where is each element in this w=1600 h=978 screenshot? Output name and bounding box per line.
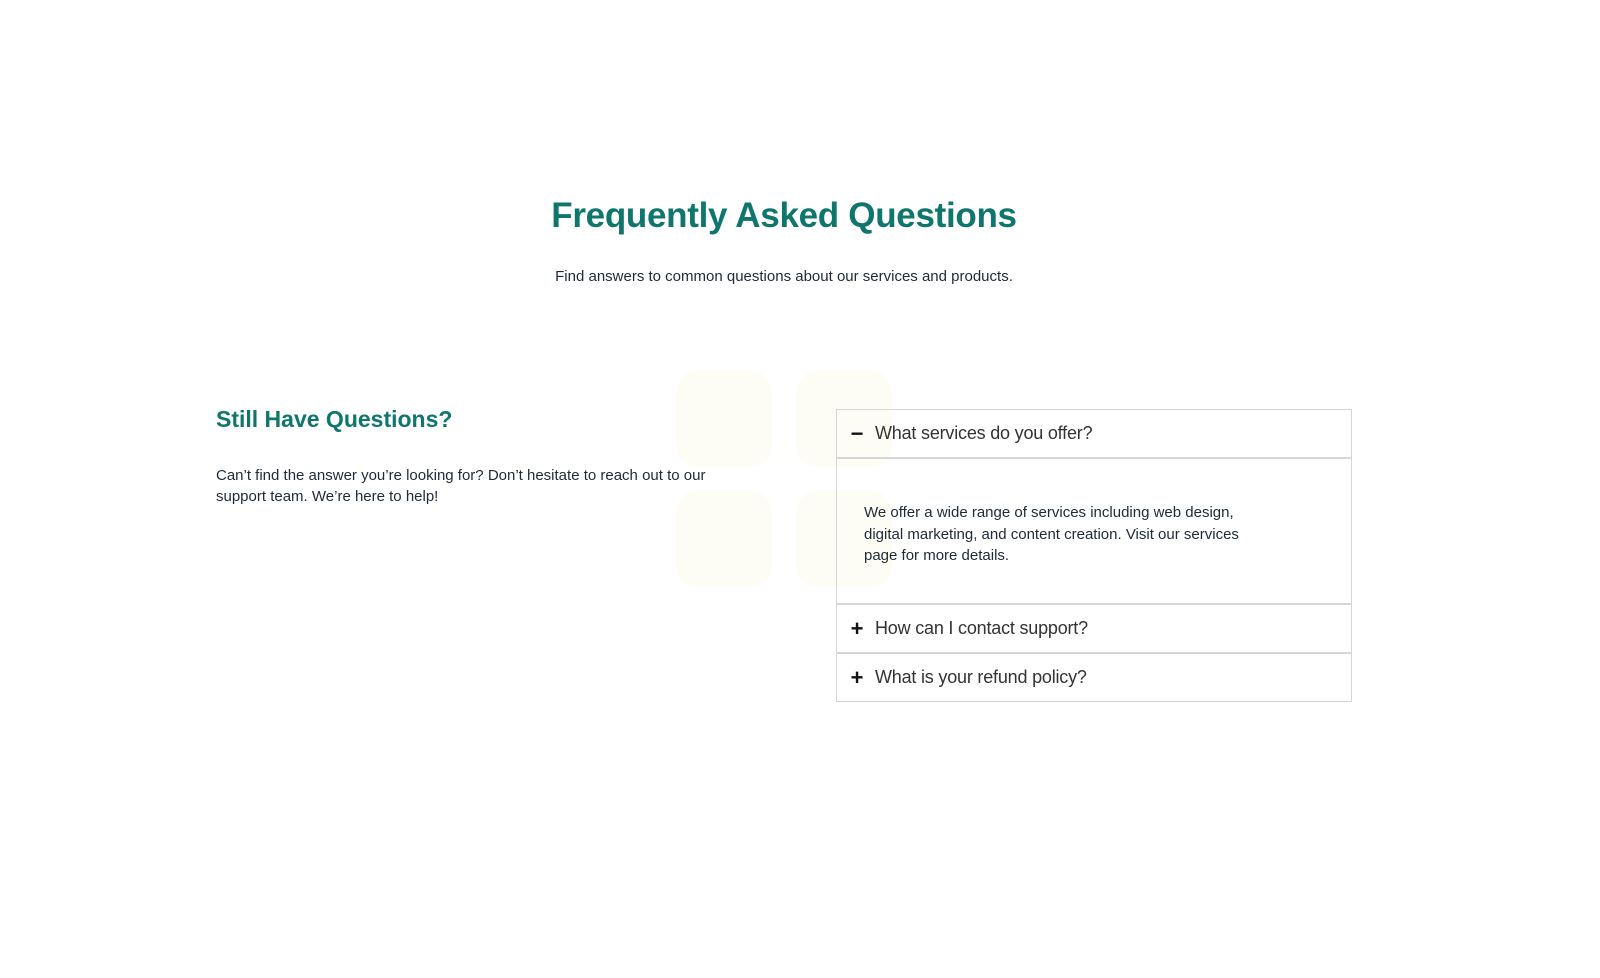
faq-question-button[interactable] [837,410,1351,457]
plus-icon: + [850,664,864,690]
faq-item [837,603,1351,652]
still-have-questions-heading: Still Have Questions? [216,406,453,432]
faq-question: What is your refund policy? [875,667,1087,687]
minus-icon: − [850,420,864,446]
plus-icon: + [850,615,864,641]
faq-answer: We offer a wide range of services including web design, digital marketing, and content creation. Visit our services page for more details. [837,457,1351,603]
faq-question: What services do you offer? [875,423,1093,443]
decorative-square [676,371,772,467]
faq-question-button[interactable] [837,652,1351,701]
faq-question: How can I contact support? [875,618,1088,638]
support-text: Can’t find the answer you’re looking for? Don’t hesitate to reach out to our support team. We’re here to help! [216,467,706,505]
faq-item [837,410,1351,603]
page-title: Frequently Asked Questions [551,196,1017,235]
page-subtitle: Find answers to common questions about our services and products. [555,268,1013,285]
faq-item [837,652,1351,701]
faq-question-button[interactable] [837,603,1351,652]
faq-accordion [836,409,1352,702]
